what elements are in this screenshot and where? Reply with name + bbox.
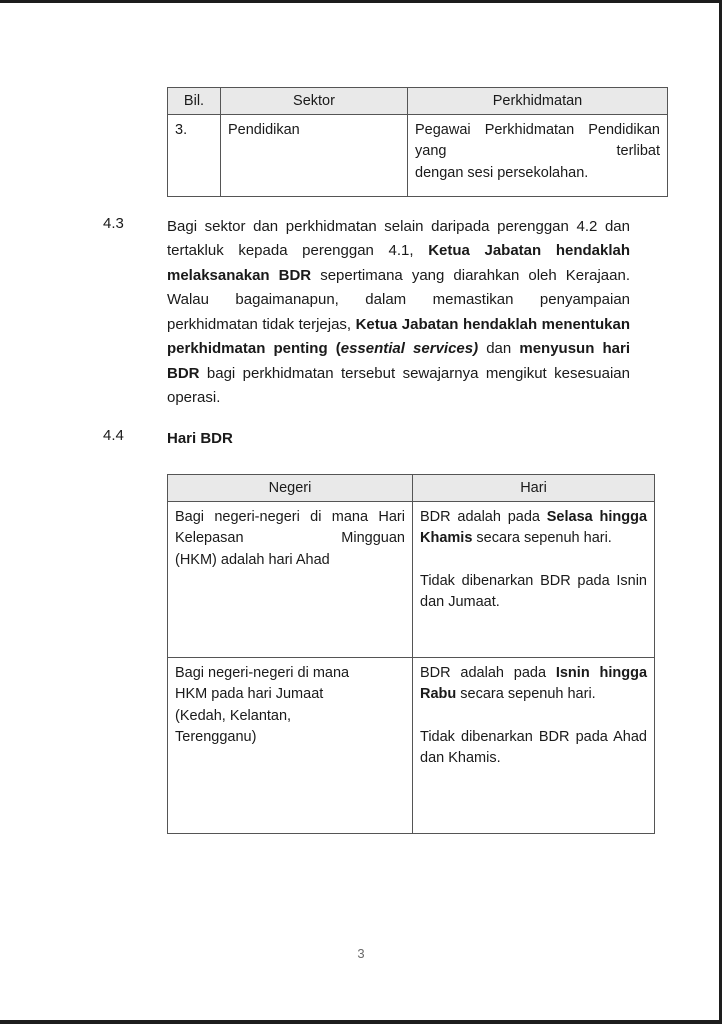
table-header-row — [168, 475, 655, 502]
table-row — [168, 502, 655, 658]
cell-sektor: Pendidikan — [221, 115, 408, 197]
column-header-hari: Hari — [413, 475, 655, 502]
cell-negeri — [168, 658, 413, 834]
sektor-perkhidmatan-table — [167, 87, 668, 197]
text-segment-bold: menyusun hari BDR — [167, 340, 630, 382]
text-segment: dan — [478, 340, 520, 358]
hari-bdr-table — [167, 474, 655, 834]
column-header-perkhidmatan: Perkhidmatan — [408, 88, 668, 115]
cell-line: Bagi negeri-negeri di mana Hari Kelepasan Mingguan — [175, 509, 405, 547]
text-segment-bold: Isnin hingga Rabu — [420, 665, 648, 703]
text-segment-bold-italic: essential services) — [340, 340, 479, 358]
table-header-row — [168, 88, 668, 115]
text-segment: bagi perkhidmatan tersebut sewajarnya mengikut kesesuaian operasi. — [167, 364, 630, 407]
text-segment: sepertimana yang diarahkan oleh Kerajaan. Walau bagaimanapun, dalam memastikan penyampaian perkhidmatan tidak terjejas, — [167, 266, 630, 333]
paragraph-spacer — [420, 706, 647, 727]
cell-line: HKM pada hari Jumaat — [175, 686, 324, 703]
cell-hari — [413, 658, 655, 834]
text-segment: secara sepenuh hari. — [472, 530, 612, 547]
cell-paragraph: Tidak dibenarkan BDR pada Ahad dan Khamis. — [420, 728, 647, 767]
cell-line: dengan sesi persekolahan. — [415, 164, 589, 181]
column-header-sektor: Sektor — [221, 88, 408, 115]
section-title: Hari BDR — [167, 430, 233, 447]
page-number: 3 — [357, 946, 365, 961]
column-header-negeri: Negeri — [168, 475, 413, 502]
column-header-bil: Bil. — [168, 88, 221, 115]
paragraph-spacer — [420, 550, 647, 571]
cell-line: Terengganu) — [175, 729, 257, 746]
page-content — [0, 3, 722, 1024]
cell-line: (Kedah, Kelantan, — [175, 707, 292, 724]
cell-negeri — [168, 502, 413, 658]
paragraph-number: 4.3 — [103, 215, 124, 232]
cell-line: Pegawai Perkhidmatan Pendidikan yang terlibat — [415, 122, 660, 160]
cell-perkhidmatan — [408, 115, 668, 197]
table-row — [168, 115, 668, 197]
cell-line: (HKM) adalah hari Ahad — [175, 551, 330, 568]
paragraph-4-4 — [103, 427, 630, 451]
text-segment-bold: Ketua Jabatan hendaklah menentukan perkhidmatan penting ( — [167, 315, 630, 358]
text-segment: secara sepenuh hari. — [456, 686, 596, 703]
paragraph-number: 4.4 — [103, 427, 124, 444]
paragraph-text — [167, 215, 630, 411]
cell-paragraph: Tidak dibenarkan BDR pada Isnin dan Jumaat. — [420, 572, 647, 611]
table-row — [168, 658, 655, 834]
text-segment: BDR adalah pada — [420, 665, 556, 682]
text-segment: Bagi sektor dan perkhidmatan selain daripada perenggan 4.2 dan tertakluk kepada perenggan 4.1, — [167, 218, 630, 260]
cell-hari — [413, 502, 655, 658]
cell-line: Bagi negeri-negeri di mana — [175, 665, 350, 682]
cell-paragraph — [420, 507, 647, 550]
cell-paragraph — [420, 663, 647, 706]
text-segment-bold: Selasa hingga Khamis — [420, 509, 648, 547]
cell-bil: 3. — [168, 115, 221, 197]
text-segment: BDR adalah pada — [420, 509, 547, 526]
text-segment-bold: Ketua Jabatan hendaklah melaksanakan BDR — [167, 242, 631, 284]
paragraph-4-3 — [103, 215, 630, 411]
